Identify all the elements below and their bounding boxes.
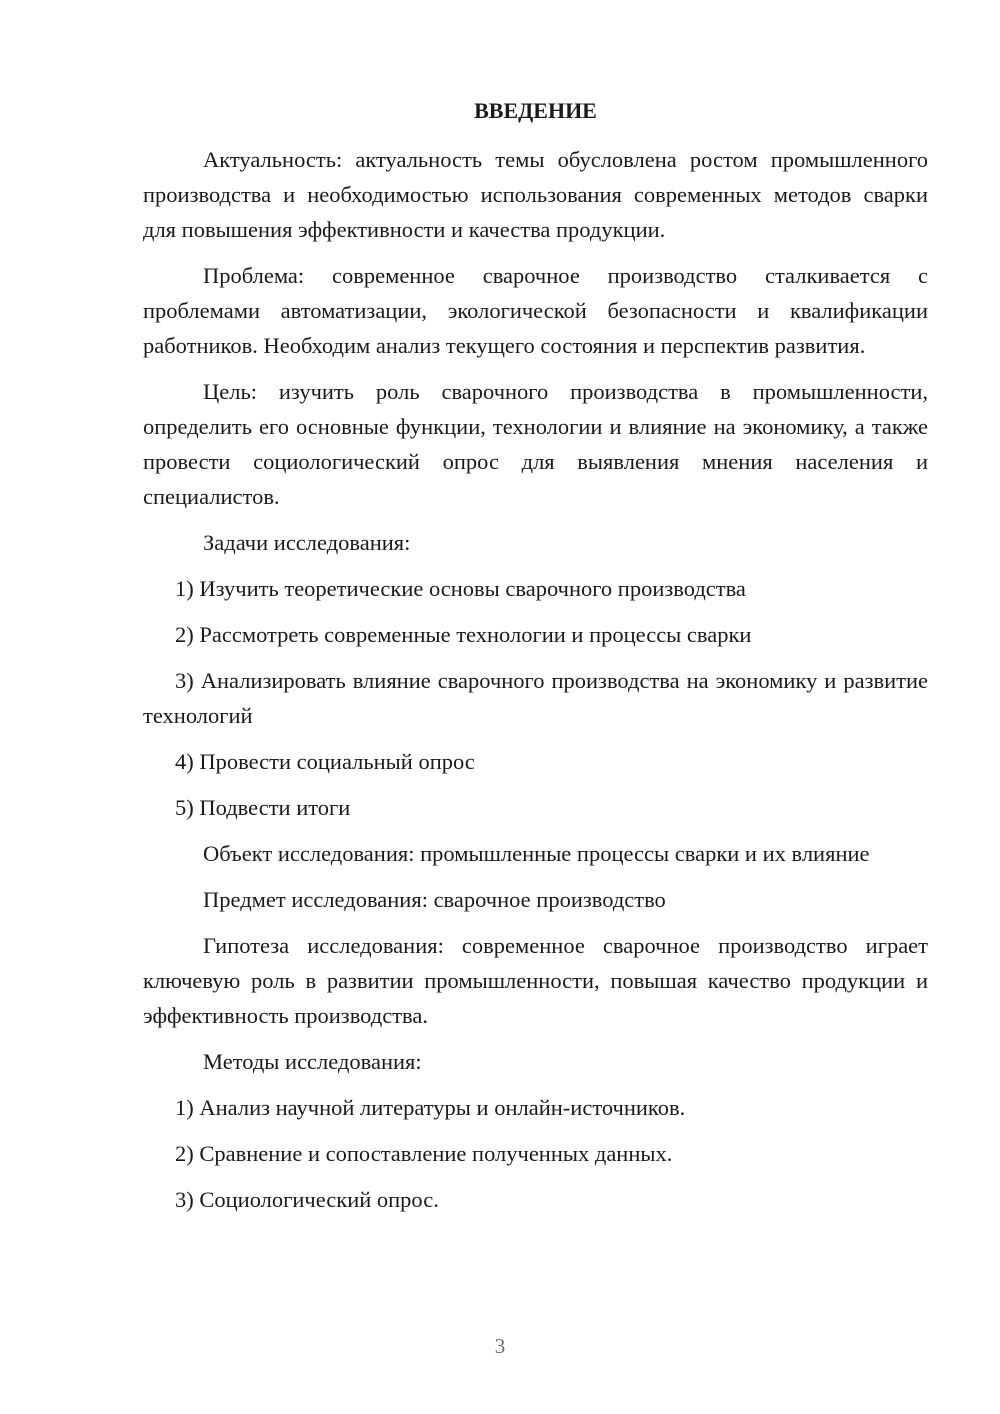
method-item-1: 1) Анализ научной литературы и онлайн-источников. xyxy=(175,1095,686,1120)
task-item-1: 1) Изучить теоретические основы сварочного производства xyxy=(175,576,746,601)
document-page xyxy=(143,97,928,1228)
task-item-3: 3) Анализировать влияние сварочного производства на экономику и развитие технологий xyxy=(143,668,928,728)
subject-paragraph: Предмет исследования: сварочное производство xyxy=(203,887,666,912)
object-paragraph: Объект исследования: промышленные процессы сварки и их влияние xyxy=(203,841,870,866)
method-item-2: 2) Сравнение и сопоставление полученных данных. xyxy=(175,1141,673,1166)
relevance-paragraph: Актуальность: актуальность темы обусловлена ростом промышленного производства и необходимостью использования современных методов сварки для повышения эффективности и качества продукции. xyxy=(143,147,928,242)
problem-paragraph: Проблема: современное сварочное производство сталкивается с проблемами автоматизации, экологической безопасности и квалификации работников. Необходим анализ текущего состояния и перспектив развития. xyxy=(143,263,928,358)
task-item-4: 4) Провести социальный опрос xyxy=(175,749,475,774)
task-item-5: 5) Подвести итоги xyxy=(175,795,351,820)
method-item-3: 3) Социологический опрос. xyxy=(175,1187,439,1212)
page-number: 3 xyxy=(494,1334,506,1358)
hypothesis-paragraph: Гипотеза исследования: современное сварочное производство играет ключевую роль в развитии промышленности, повышая качество продукции и эффективность производства. xyxy=(143,933,928,1028)
task-item-2: 2) Рассмотреть современные технологии и процессы сварки xyxy=(175,622,752,647)
goal-paragraph: Цель: изучить роль сварочного производства в промышленности, определить его основные функции, технологии и влияние на экономику, а также провести социологический опрос для выявления мнения населения и специалистов. xyxy=(143,379,928,509)
page-title: ВВЕДЕНИЕ xyxy=(474,98,597,123)
methods-heading: Методы исследования: xyxy=(203,1049,422,1074)
tasks-heading: Задачи исследования: xyxy=(203,530,411,555)
